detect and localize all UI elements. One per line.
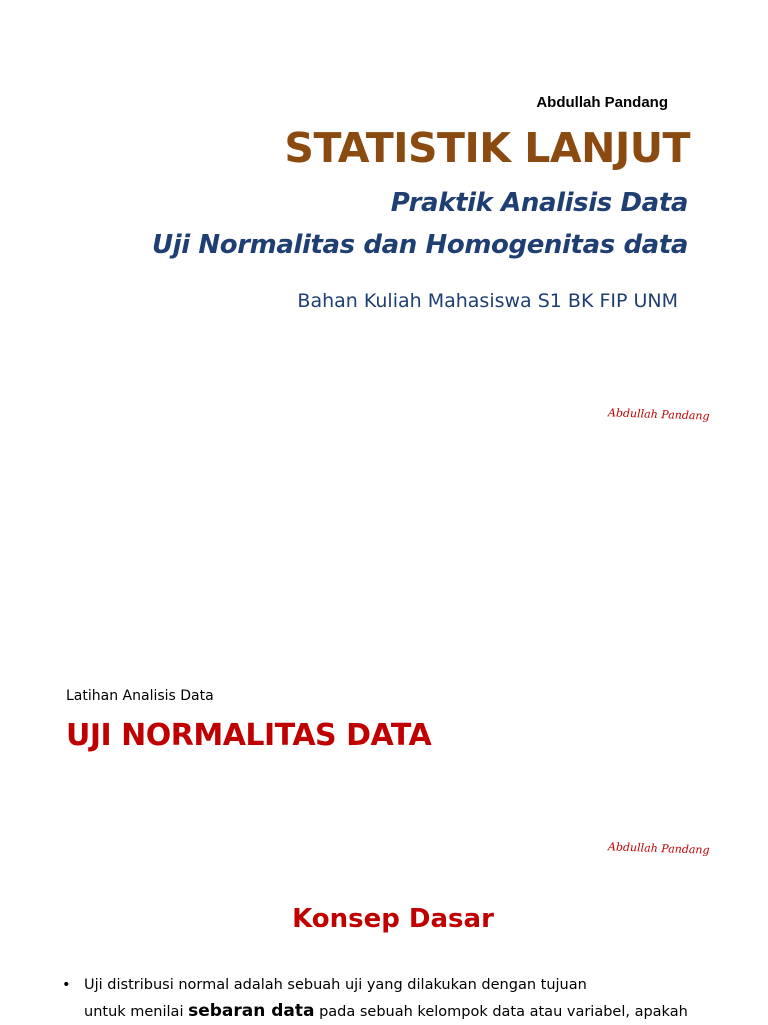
concept-heading: Konsep Dasar — [292, 904, 494, 934]
slide-subtitle-1: Praktik Analisis Data — [390, 188, 688, 218]
section-title: UJI NORMALITAS DATA — [66, 718, 432, 753]
slide-subtitle-2: Uji Normalitas dan Homogenitas data — [152, 230, 688, 260]
section-label: Latihan Analisis Data — [66, 688, 214, 704]
signature: Abdullah Pandang — [608, 840, 711, 857]
bullet-dot: • — [62, 977, 71, 993]
bullet-item — [62, 972, 722, 1025]
title-slide — [0, 0, 768, 430]
author-name: Abdullah Pandang — [536, 94, 668, 111]
bullet-line-2-end: pada sebuah kelompok data atau variabel, apakah — [314, 1004, 688, 1020]
bullet-emphasis: sebaran data — [188, 1001, 315, 1021]
bullet-line-2-start: untuk menilai — [84, 1004, 189, 1020]
bullet-line-2 — [62, 998, 722, 1025]
concept-slide — [0, 880, 768, 1024]
slide-title: STATISTIK LANJUT — [284, 124, 690, 172]
section-slide — [0, 640, 768, 860]
signature: Abdullah Pandang — [608, 406, 711, 423]
bullet-line-1: Uji distribusi normal adalah sebuah uji yang dilakukan dengan tujuan — [84, 977, 587, 993]
course-description: Bahan Kuliah Mahasiswa S1 BK FIP UNM — [297, 290, 678, 312]
